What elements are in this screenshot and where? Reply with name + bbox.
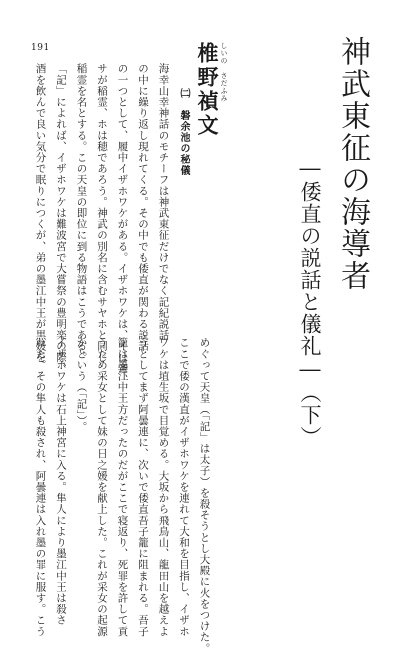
text-line: うとしてまず阿曇連に、次いで倭直吾子籠に阻まれる。吾子	[137, 337, 149, 637]
text-line: の中に繰り返し現れてくる。その中でも倭直が関わる説話	[137, 63, 149, 352]
text-line: イザホワケは石上神宮に入る。隼人により墨江中王は殺さ	[55, 337, 67, 626]
text-line: めぐって天皇（「記」は太子）を殺そうとし大殿に火をつけた。	[198, 337, 211, 654]
article-title: 神武東征の海導者	[335, 36, 370, 292]
text-line: うため采女として妹の日之媛を献上した。これが采女の起源	[96, 337, 108, 637]
author-name: 椎野禎文	[195, 42, 220, 138]
text-line: 「記」によれば、イザホワケは難波宮で大嘗祭の豊明楽の際、	[55, 63, 67, 374]
text-line: ここで倭の漢直がイザホワケを連れて大和を目指し、イザホ	[178, 337, 190, 637]
author-ruby: しいの さだふみ	[220, 42, 228, 102]
text-line: 酒を飲んで良い気分で眠りにつくが、弟の墨江中王が黒媛を	[34, 63, 47, 363]
text-line: 籠は墨江中王方だったのだがここで寝返り、死罪を許して貢	[116, 337, 129, 637]
section-heading: ㈡ 磐余池の秘儀	[178, 88, 189, 176]
text-line: 海幸山幸神話のモチーフは神武東征だけでなく記紀説話	[157, 63, 170, 341]
page-number: 191	[31, 43, 50, 53]
text-line: 稲霊を名とする。この天皇の即位に到る物語はこうである。	[75, 63, 88, 363]
text-line: れた。その隼人も殺され、阿曇連は入れ墨の罪に服す。こう	[34, 337, 47, 637]
article-subtitle: ―倭直の説話と儀礼―（下）	[298, 156, 322, 448]
text-line: ワケは埴生坂で目覚める。大坂から飛鳥山、龍田山を越えよ	[157, 337, 170, 637]
text-line: の一つとして、履中イザホワケがある。イザホワケは、イは斎、	[116, 63, 129, 385]
text-line: かという（「記」）。	[75, 337, 88, 433]
text-line: サが稲霊、ホは穂であろう。神武の別名に含むサヤホと同じ	[96, 63, 108, 363]
body-text-lower	[30, 337, 215, 654]
